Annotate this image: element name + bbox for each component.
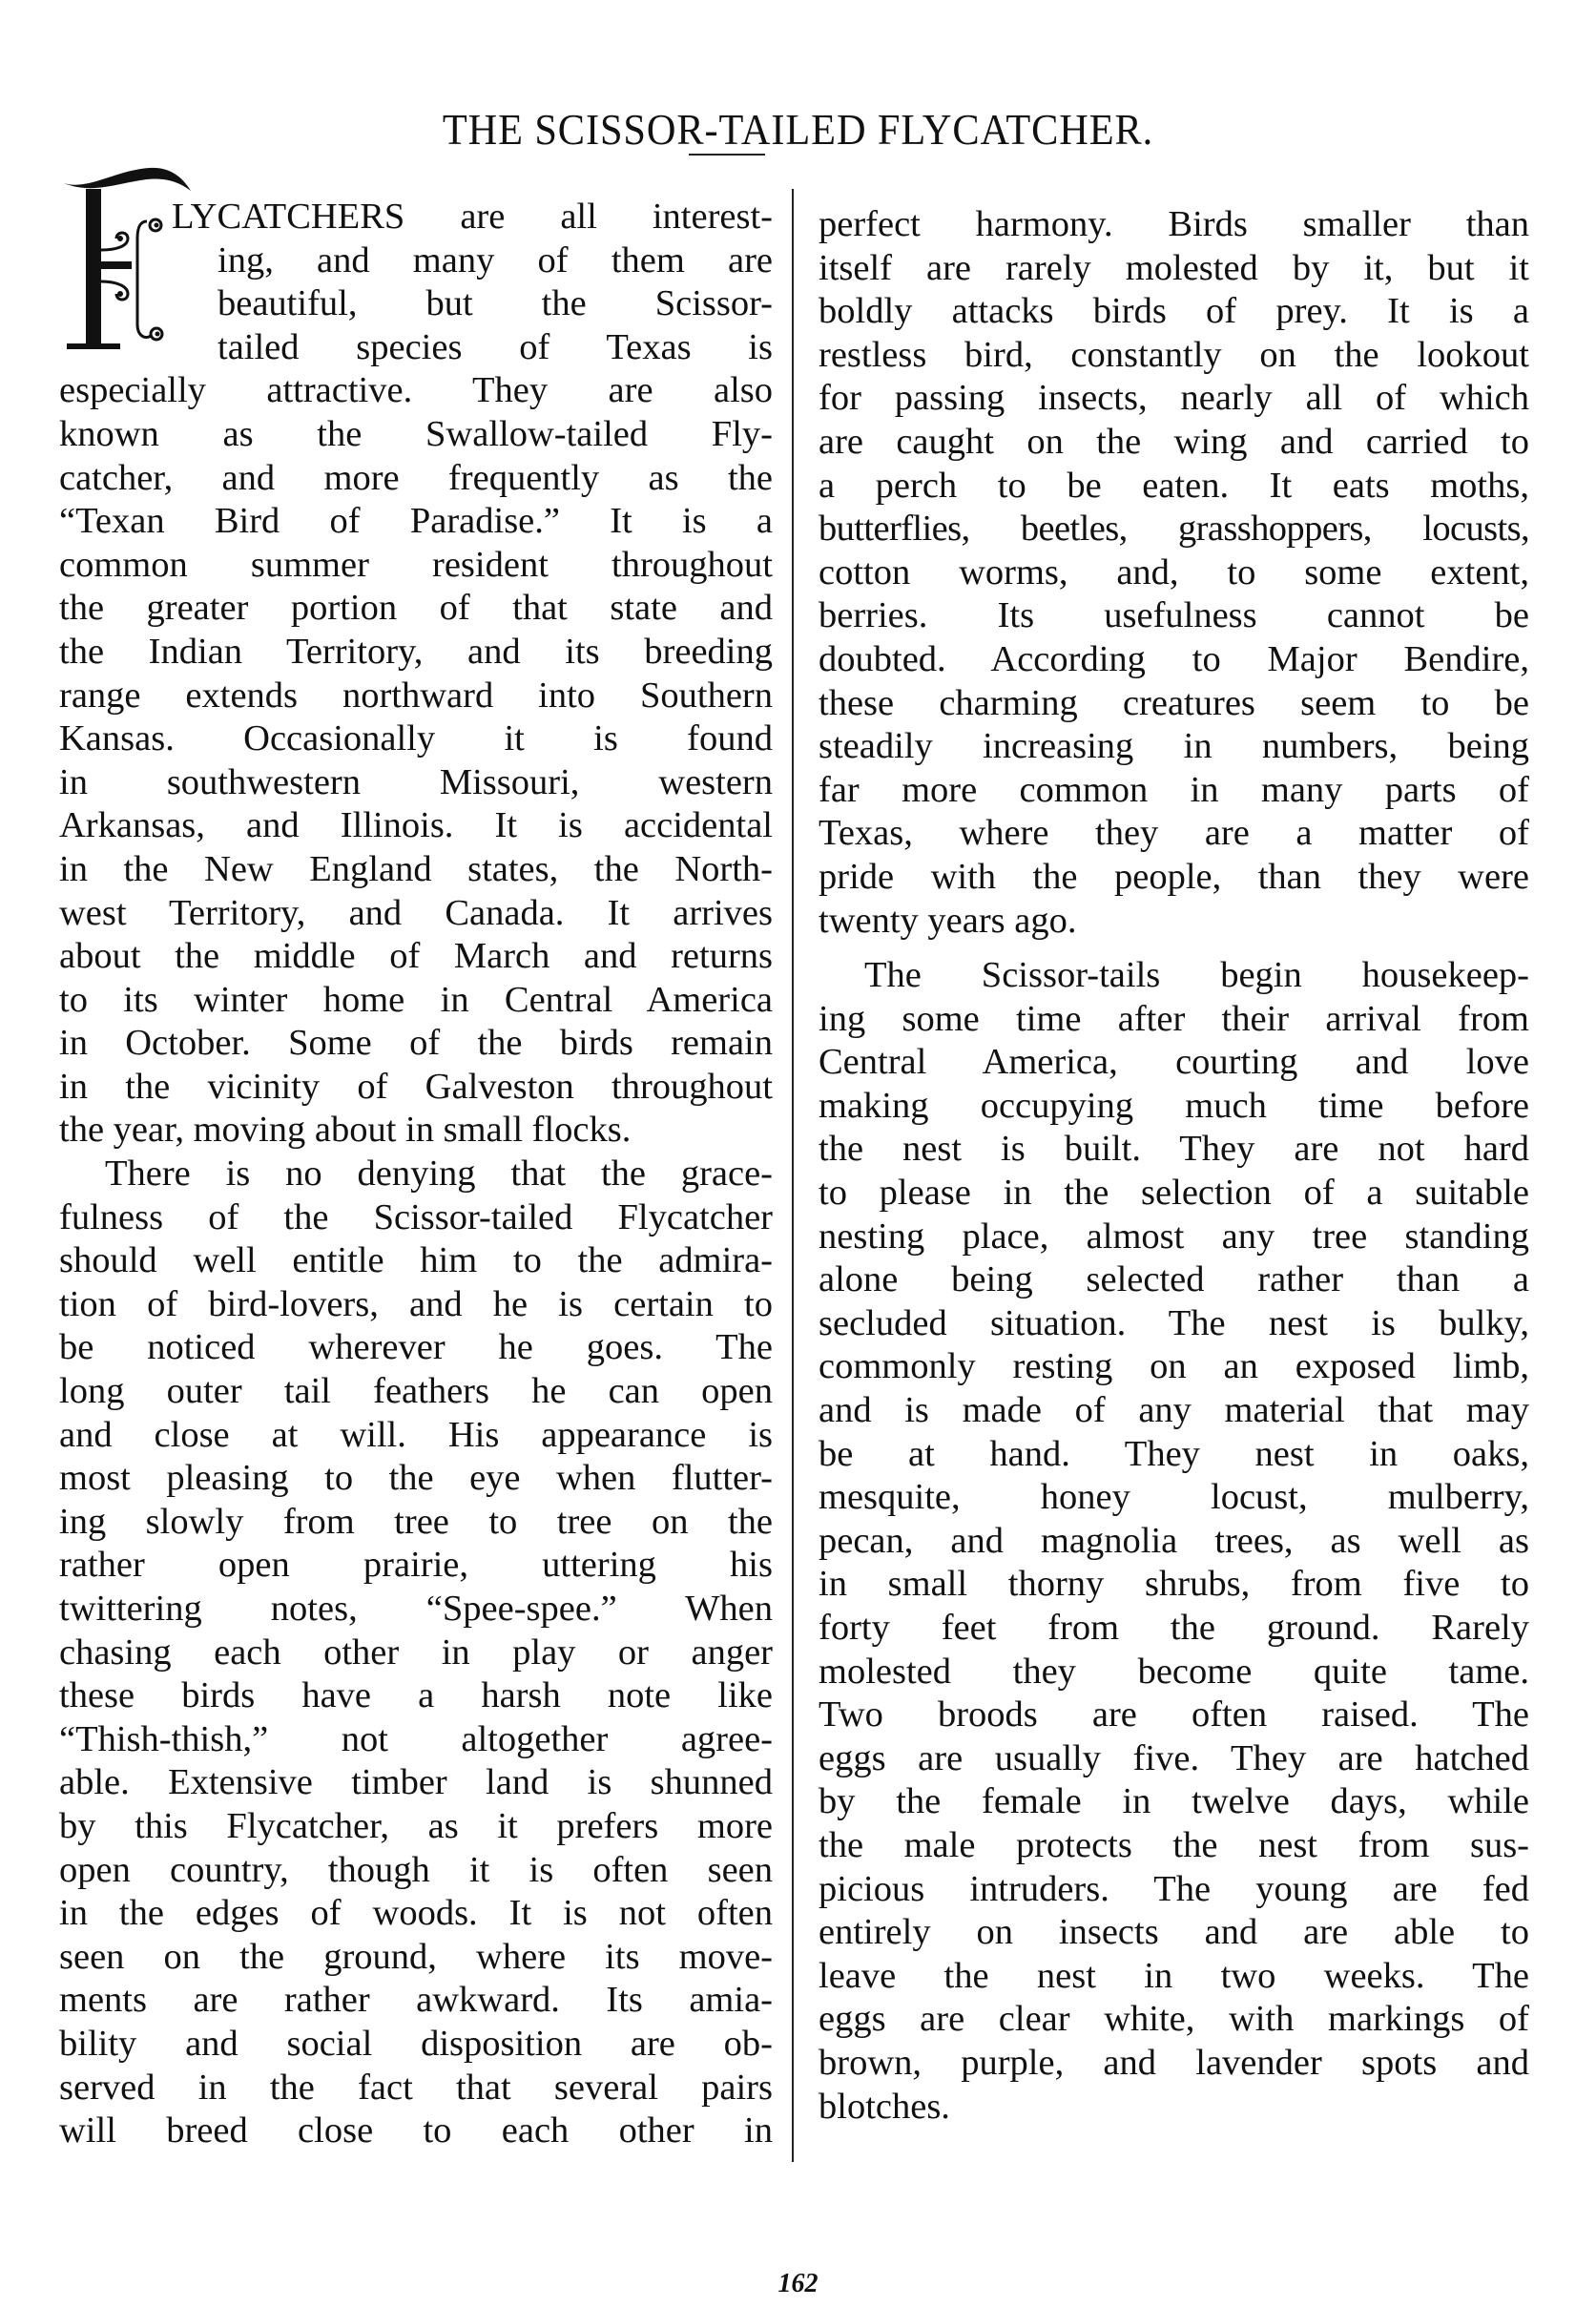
text-line: in the New England states, the North- bbox=[59, 848, 773, 889]
text-line: the nest is built. They are not hard bbox=[819, 1129, 1529, 1170]
text-line: in October. Some of the birds remain bbox=[59, 1023, 773, 1064]
text-line: bility and social disposition are ob- bbox=[59, 2023, 773, 2064]
text-line: “Thish-thish,” not altogether agree- bbox=[59, 1718, 773, 1759]
text-line: seen on the ground, where its move- bbox=[59, 1936, 773, 1977]
text-line: to its winter home in Central America bbox=[59, 979, 773, 1020]
text-line: molested they become quite tame. bbox=[819, 1651, 1529, 1692]
text-line: entirely on insects and are able to bbox=[819, 1912, 1529, 1953]
title-rule-divider bbox=[689, 154, 765, 156]
text-line: Kansas. Occasionally it is found bbox=[59, 718, 773, 759]
text-line: known as the Swallow-tailed Fly- bbox=[59, 413, 773, 454]
text-line: by the female in twelve days, while bbox=[819, 1781, 1529, 1822]
text-line: perfect harmony. Birds smaller than bbox=[819, 204, 1529, 244]
text-line: ing, and many of them are bbox=[218, 239, 773, 281]
text-line: blotches. bbox=[819, 2086, 950, 2127]
text-line: There is no denying that the grace- bbox=[105, 1154, 773, 1195]
text-line: ing slowly from tree to tree on the bbox=[59, 1501, 773, 1542]
text-line: cotton worms, and, to some extent, bbox=[819, 551, 1529, 592]
text-line: ing some time after their arrival from bbox=[819, 998, 1529, 1039]
paragraph-gap bbox=[819, 943, 1529, 954]
text-line: Arkansas, and Illinois. It is accidental bbox=[59, 805, 773, 846]
text-line: a perch to be eaten. It eats moths, bbox=[819, 465, 1529, 506]
text-line: especially attractive. They are also bbox=[59, 370, 773, 411]
text-line: be at hand. They nest in oaks, bbox=[819, 1433, 1529, 1474]
text-line: the greater portion of that state and bbox=[59, 588, 773, 629]
text-line: making occupying much time before bbox=[819, 1085, 1529, 1126]
text-line: tailed species of Texas is bbox=[218, 326, 773, 367]
text-line: the Indian Territory, and its breeding bbox=[59, 631, 773, 672]
page-title: THE SCISSOR-TAILED FLYCATCHER. bbox=[442, 104, 1154, 154]
text-line: butterflies, beetles, grasshoppers, locusts, bbox=[819, 509, 1529, 550]
text-line: pride with the people, than they were bbox=[819, 856, 1529, 897]
right-column bbox=[819, 203, 1529, 2129]
text-line: will breed close to each other in bbox=[59, 2110, 773, 2151]
text-line: and close at will. His appearance is bbox=[59, 1414, 773, 1455]
text-line: about the middle of March and returns bbox=[59, 936, 773, 977]
text-line: and is made of any material that may bbox=[819, 1390, 1529, 1431]
text-line: the male protects the nest from sus- bbox=[819, 1824, 1529, 1865]
text-line: leave the nest in two weeks. The bbox=[819, 1955, 1529, 1996]
text-line: are caught on the wing and carried to bbox=[819, 421, 1529, 462]
text-line: in the vicinity of Galveston throughout bbox=[59, 1066, 773, 1107]
text-line: picious intruders. The young are fed bbox=[819, 1868, 1529, 1909]
text-line: commonly resting on an exposed limb, bbox=[819, 1346, 1529, 1387]
text-line: in small thorny shrubs, from five to bbox=[819, 1564, 1529, 1605]
text-line: boldly attacks birds of prey. It is a bbox=[819, 291, 1529, 332]
text-line: “Texan Bird of Paradise.” It is a bbox=[59, 501, 773, 542]
text-line: range extends northward into Southern bbox=[59, 675, 773, 716]
text-line: brown, purple, and lavender spots and bbox=[819, 2042, 1529, 2083]
text-line: steadily increasing in numbers, being bbox=[819, 726, 1529, 767]
text-line: long outer tail feathers he can open bbox=[59, 1371, 773, 1412]
text-line: catcher, and more frequently as the bbox=[59, 457, 773, 498]
text-line: most pleasing to the eye when flutter- bbox=[59, 1458, 773, 1499]
text-line: these charming creatures seem to be bbox=[819, 682, 1529, 723]
text-line: the year, moving about in small flocks. bbox=[59, 1110, 632, 1151]
text-line: tion of bird-lovers, and he is certain to bbox=[59, 1283, 773, 1324]
text-line: twittering notes, “Spee-spee.” When bbox=[59, 1589, 773, 1629]
column-divider bbox=[792, 189, 794, 2162]
text-line: to please in the selection of a suitable bbox=[819, 1173, 1529, 1214]
text-line: nesting place, almost any tree standing bbox=[819, 1216, 1529, 1257]
text-line: alone being selected rather than a bbox=[819, 1259, 1529, 1300]
text-line: chasing each other in play or anger bbox=[59, 1632, 773, 1673]
text-line: rather open prairie, uttering his bbox=[59, 1545, 773, 1586]
text-line: secluded situation. The nest is bulky, bbox=[819, 1302, 1529, 1343]
text-line: by this Flycatcher, as it prefers more bbox=[59, 1805, 773, 1846]
text-line: doubted. According to Major Bendire, bbox=[819, 638, 1529, 679]
text-line: Texas, where they are a matter of bbox=[819, 813, 1529, 854]
page-number: 162 bbox=[777, 2269, 819, 2298]
text-line: ments are rather awkward. Its amia- bbox=[59, 1980, 773, 2021]
text-line: be noticed wherever he goes. The bbox=[59, 1327, 773, 1368]
text-line: far more common in many parts of bbox=[819, 769, 1529, 810]
text-line: Central America, courting and love bbox=[819, 1042, 1529, 1083]
text-line: berries. Its usefulness cannot be bbox=[819, 595, 1529, 636]
text-line: these birds have a harsh note like bbox=[59, 1675, 773, 1716]
text-line: beautiful, but the Scissor- bbox=[218, 283, 773, 324]
text-line: restless bird, constantly on the lookout bbox=[819, 334, 1529, 375]
text-line: west Territory, and Canada. It arrives bbox=[59, 892, 773, 933]
text-line: common summer resident throughout bbox=[59, 544, 773, 585]
text-line: mesquite, honey locust, mulberry, bbox=[819, 1477, 1529, 1518]
text-line: Two broods are often raised. The bbox=[819, 1694, 1529, 1735]
text-line: in the edges of woods. It is not often bbox=[59, 1893, 773, 1934]
left-column bbox=[59, 196, 773, 2153]
text-line: in southwestern Missouri, western bbox=[59, 761, 773, 802]
text-line: twenty years ago. bbox=[819, 900, 1077, 941]
text-line: should well entitle him to the admira- bbox=[59, 1240, 773, 1281]
text-line: for passing insects, nearly all of which bbox=[819, 378, 1529, 419]
text-line: The Scissor-tails begin housekeep- bbox=[864, 955, 1529, 996]
text-line: served in the fact that several pairs bbox=[59, 2067, 773, 2108]
text-line: eggs are clear white, with markings of bbox=[819, 1999, 1529, 2040]
text-line: forty feet from the ground. Rarely bbox=[819, 1608, 1529, 1648]
text-line: eggs are usually five. They are hatched bbox=[819, 1737, 1529, 1778]
text-line: pecan, and magnolia trees, as well as bbox=[819, 1520, 1529, 1561]
text-line: LYCATCHERS are all interest- bbox=[172, 197, 773, 237]
text-line: open country, though it is often seen bbox=[59, 1849, 773, 1890]
text-line: able. Extensive timber land is shunned bbox=[59, 1762, 773, 1803]
text-line: fulness of the Scissor-tailed Flycatcher bbox=[59, 1196, 773, 1237]
text-line: itself are rarely molested by it, but it bbox=[819, 247, 1529, 288]
